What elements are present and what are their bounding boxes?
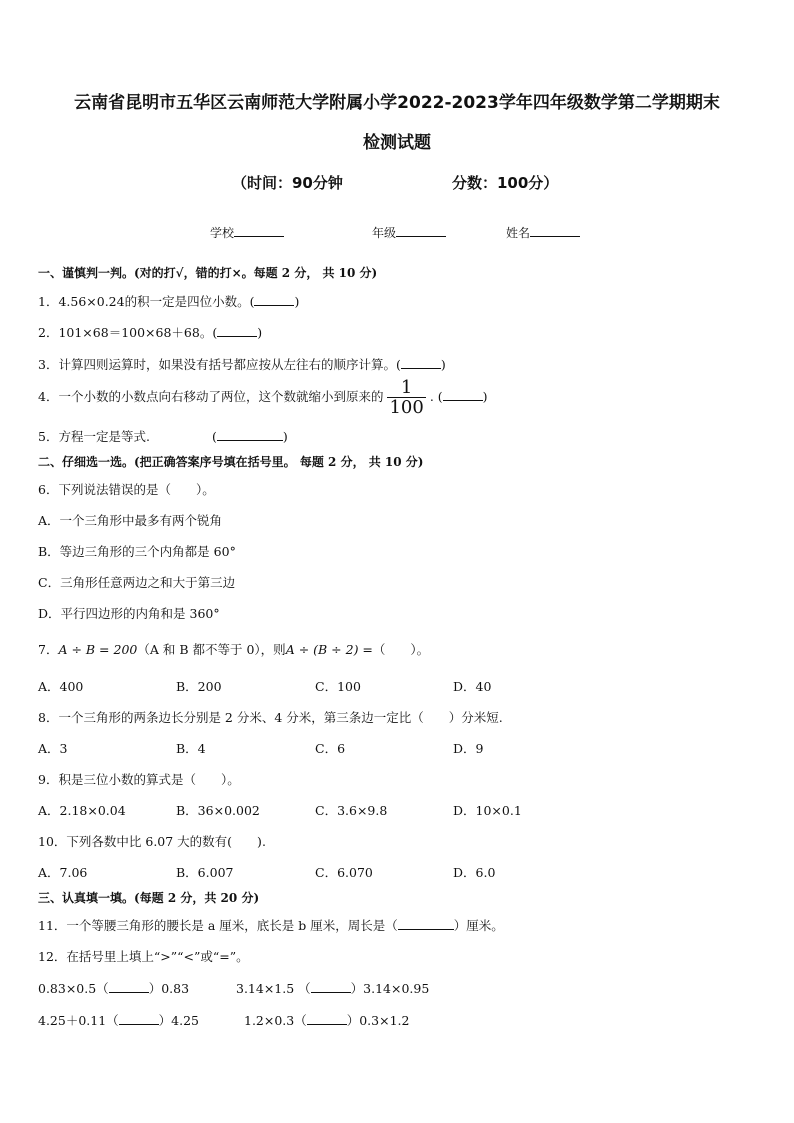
question-9-option-a[interactable]: A．2.18×0.04 [38,803,126,818]
question-7 [38,640,429,658]
answer-blank[interactable] [119,1012,159,1025]
compare-left: 0.83×0.5（ [38,981,109,996]
answer-blank[interactable] [307,1012,347,1025]
score-label: 分数：100分） [452,174,559,192]
close-paren: ) [257,325,263,340]
question-11-text: 11．一个等腰三角形的腰长是 a 厘米，底长是 b 厘米，周长是（ [38,918,398,933]
question-4 [38,378,488,417]
answer-blank[interactable] [254,293,294,306]
answer-blank[interactable] [401,356,441,369]
section3-heading: 三、认真填一填。(每题 2 分，共 20 分) [38,891,260,905]
school-field [210,224,284,241]
question-9: 9．积是三位小数的算式是（ ）。 [38,772,240,787]
section1-heading: 一、谨慎判一判。(对的打√，错的打×。每题 2 分， 共 10 分) [38,266,378,280]
compare-item [236,979,429,997]
answer-blank[interactable] [398,917,454,930]
question-1-text: 1．4.56×0.24的积一定是四位小数。( [38,294,255,309]
question-11-text-end: ）厘米。 [453,918,504,933]
question-8: 8．一个三角形的两条边长分别是 2 分米、4 分米，第三条边一定比（ ）分米短. [38,710,503,725]
close-paren: ) [440,357,446,372]
compare-left: 1.2×0.3（ [244,1013,307,1028]
grade-field [372,224,446,241]
question-6: 6．下列说法错误的是（ ）。 [38,482,215,497]
school-label: 学校 [210,226,235,240]
compare-left: 4.25＋0.11（ [38,1013,119,1028]
page-title-line2: 检测试题 [363,133,431,153]
question-4-text-end: . ( [429,389,443,404]
question-9-option-c[interactable]: C．3.6×9.8 [315,803,388,818]
close-paren: ) [482,389,488,404]
question-12: 12．在括号里上填上“>”“<”或“=”。 [38,949,249,964]
close-paren: ) [282,429,288,444]
answer-blank[interactable] [109,980,149,993]
answer-blank[interactable] [217,428,283,441]
page-title: 云南省昆明市五华区云南师范大学附属小学2022-2023学年四年级数学第二学期期末 [74,93,720,113]
section2-heading: 二、仔细选一选。(把正确答案序号填在括号里。 每题 2 分， 共 10 分) [38,455,424,469]
question-10-option-a[interactable]: A．7.06 [38,865,88,880]
question-8-option-b[interactable]: B．4 [176,741,206,756]
question-10-option-c[interactable]: C．6.070 [315,865,373,880]
compare-item [244,1011,409,1029]
compare-right: ）0.83 [148,981,190,996]
question-7-option-d[interactable]: D．40 [453,679,492,694]
compare-left: 3.14×1.5 （ [236,981,311,996]
school-blank[interactable] [234,224,284,237]
answer-blank[interactable] [443,388,483,401]
question-7-option-c[interactable]: C．100 [315,679,361,694]
question-6-option-b[interactable]: B．等边三角形的三个内角都是 60° [38,544,236,559]
time-label: （时间：90分钟 [232,174,343,192]
question-2 [38,323,262,341]
answer-blank[interactable] [311,980,351,993]
question-5-text: 5．方程一定是等式. [38,429,150,444]
name-blank[interactable] [530,224,580,237]
question-7-option-b[interactable]: B．200 [176,679,222,694]
question-10-option-b[interactable]: B．6.007 [176,865,234,880]
question-7-text: （A 和 B 都不等于 0），则 [137,642,286,657]
question-6-option-d[interactable]: D．平行四边形的内角和是 360° [38,606,220,621]
question-8-option-d[interactable]: D．9 [453,741,484,756]
question-8-option-a[interactable]: A．3 [38,741,68,756]
name-label: 姓名 [506,226,531,240]
question-2-text: 2．101×68＝100×68＋68。( [38,325,218,340]
question-11 [38,916,504,934]
fraction-one-hundredth [387,378,425,417]
math-expression: A ÷ B = 200 [58,642,138,657]
compare-right: ）0.3×1.2 [346,1013,410,1028]
question-8-option-c[interactable]: C．6 [315,741,346,756]
question-3-text: 3．计算四则运算时，如果没有括号都应按从左往右的顺序计算。( [38,357,401,372]
math-expression: A ÷ (B ÷ 2) = [285,642,373,657]
compare-right: ）3.14×0.95 [350,981,430,996]
grade-label: 年级 [372,226,397,240]
fraction-denominator: 100 [389,397,424,418]
question-10-option-d[interactable]: D．6.0 [453,865,496,880]
close-paren: ) [294,294,300,309]
question-10: 10．下列各数中比 6.07 大的数有( ). [38,834,266,849]
answer-blank[interactable] [217,324,257,337]
question-7-paren: （ ）。 [372,642,430,657]
name-field [506,224,580,241]
question-5 [38,427,288,445]
fraction-numerator: 1 [400,377,413,398]
question-6-option-c[interactable]: C．三角形任意两边之和大于第三边 [38,575,236,590]
question-1 [38,292,299,310]
compare-item [38,979,189,997]
grade-blank[interactable] [396,224,446,237]
question-9-option-b[interactable]: B．36×0.002 [176,803,260,818]
question-3 [38,355,446,373]
question-6-option-a[interactable]: A．一个三角形中最多有两个锐角 [38,513,223,528]
question-4-text: 4．一个小数的小数点向右移动了两位，这个数就缩小到原来的 [38,389,384,404]
question-9-option-d[interactable]: D．10×0.1 [453,803,522,818]
compare-item [38,1011,199,1029]
question-7-option-a[interactable]: A．400 [38,679,84,694]
open-paren: ( [211,429,217,444]
compare-right: ）4.25 [158,1013,200,1028]
question-7-number: 7． [38,642,59,657]
